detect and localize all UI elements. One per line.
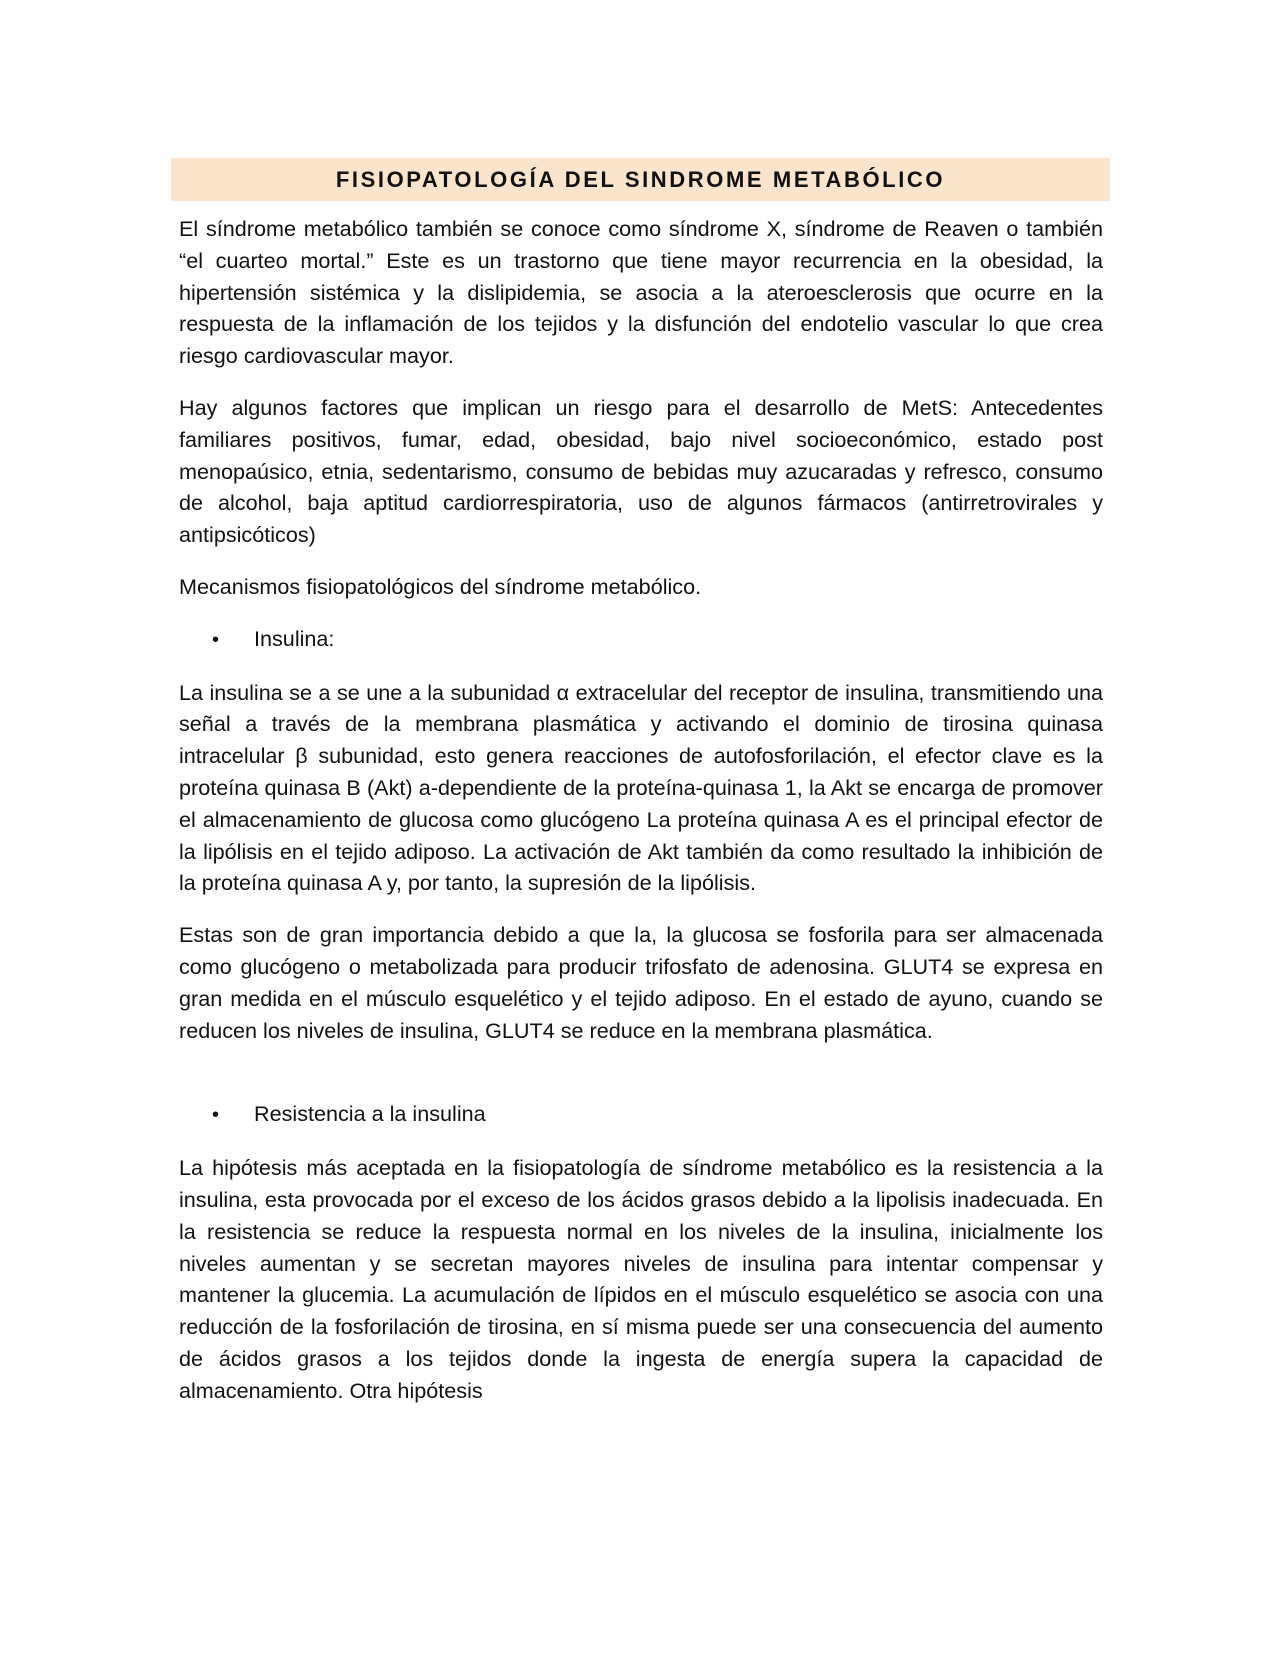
bullet-item-resistencia xyxy=(179,1098,1103,1132)
paragraph-insulin: La insulina se a se une a la subunidad α extracelular del receptor de insulina, transmitiendo una señal a través de la membrana plasmática y activando el dominio de tirosina quinasa intracelular β subunidad, esto genera reacciones de autofosforilación, el efector clave es la proteína quinasa B (Akt) a-dependiente de la proteína-quinasa 1, la Akt se encarga de promover el almacenamiento de glucosa como glucógeno La proteína quinasa A es el principal efector de la lipólisis en el tejido adiposo. La activación de Akt también da como resultado la inhibición de la proteína quinasa A y, por tanto, la supresión de la lipólisis. xyxy=(179,679,1103,896)
bullet-item-insulina xyxy=(179,623,1103,657)
bullet-label-resistencia: Resistencia a la insulina xyxy=(254,1101,486,1127)
bullet-label-insulina: Insulina: xyxy=(254,625,335,651)
bullet-icon: • xyxy=(212,1104,220,1127)
paragraph-risk-factors: Hay algunos factores que implican un riesgo para el desarrollo de MetS: Antecedentes familiares positivos, fumar, edad, obesidad, bajo nivel socioeconómico, estado post menopaúsico, etnia, sedentarismo, consumo de bebidas muy azucaradas y refresco, consumo de alcohol, baja aptitud cardiorrespiratoria, uso de algunos fármacos (antirretrovirales y antipsicóticos) xyxy=(179,394,1103,548)
paragraph-glut4: Estas son de gran importancia debido a que la, la glucosa se fosforila para ser almacenada como glucógeno o metabolizada para producir trifosfato de adenosina. GLUT4 se expresa en gran medida en el músculo esquelético y el tejido adiposo. En el estado de ayuno, cuando se reducen los niveles de insulina, GLUT4 se reduce en la membrana plasmática. xyxy=(179,922,1103,1043)
document-body xyxy=(179,213,1103,1407)
paragraph-intro: El síndrome metabólico también se conoce como síndrome X, síndrome de Reaven o también “el cuarteo mortal.” Este es un trastorno que tiene mayor recurrencia en la obesidad, la hipertensión sistémica y la dislipidemia, se asocia a la ateroesclerosis que ocurre en la respuesta de la inflamación de los tejidos y la disfunción del endotelio vascular lo que crea riesgo cardiovascular mayor. xyxy=(179,216,1103,369)
title-banner xyxy=(171,158,1110,201)
bullet-icon: • xyxy=(212,628,220,651)
paragraph-insulin-resistance: La hipótesis más aceptada en la fisiopatología de síndrome metabólico es la resistencia a la insulina, esta provocada por el exceso de los ácidos grasos debido a la lipolisis inadecuada. En la resistencia se reduce la respuesta normal en los niveles de la insulina, inicialmente los niveles aumentan y se secretan mayores niveles de insulina para intentar compensar y mantener la glucemia. La acumulación de lípidos en el músculo esquelético se asocia con una reducción de la fosforilación de tirosina, en sí misma puede ser una consecuencia del aumento de ácidos grasos a los tejidos donde la ingesta de energía supera la capacidad de almacenamiento. Otra hipótesis xyxy=(179,1155,1103,1403)
paragraph-mechanisms-heading: Mecanismos fisiopatológicos del síndrome metabólico. xyxy=(179,573,702,599)
document-title: FISIOPATOLOGÍA DEL SINDROME METABÓLICO xyxy=(335,166,946,192)
